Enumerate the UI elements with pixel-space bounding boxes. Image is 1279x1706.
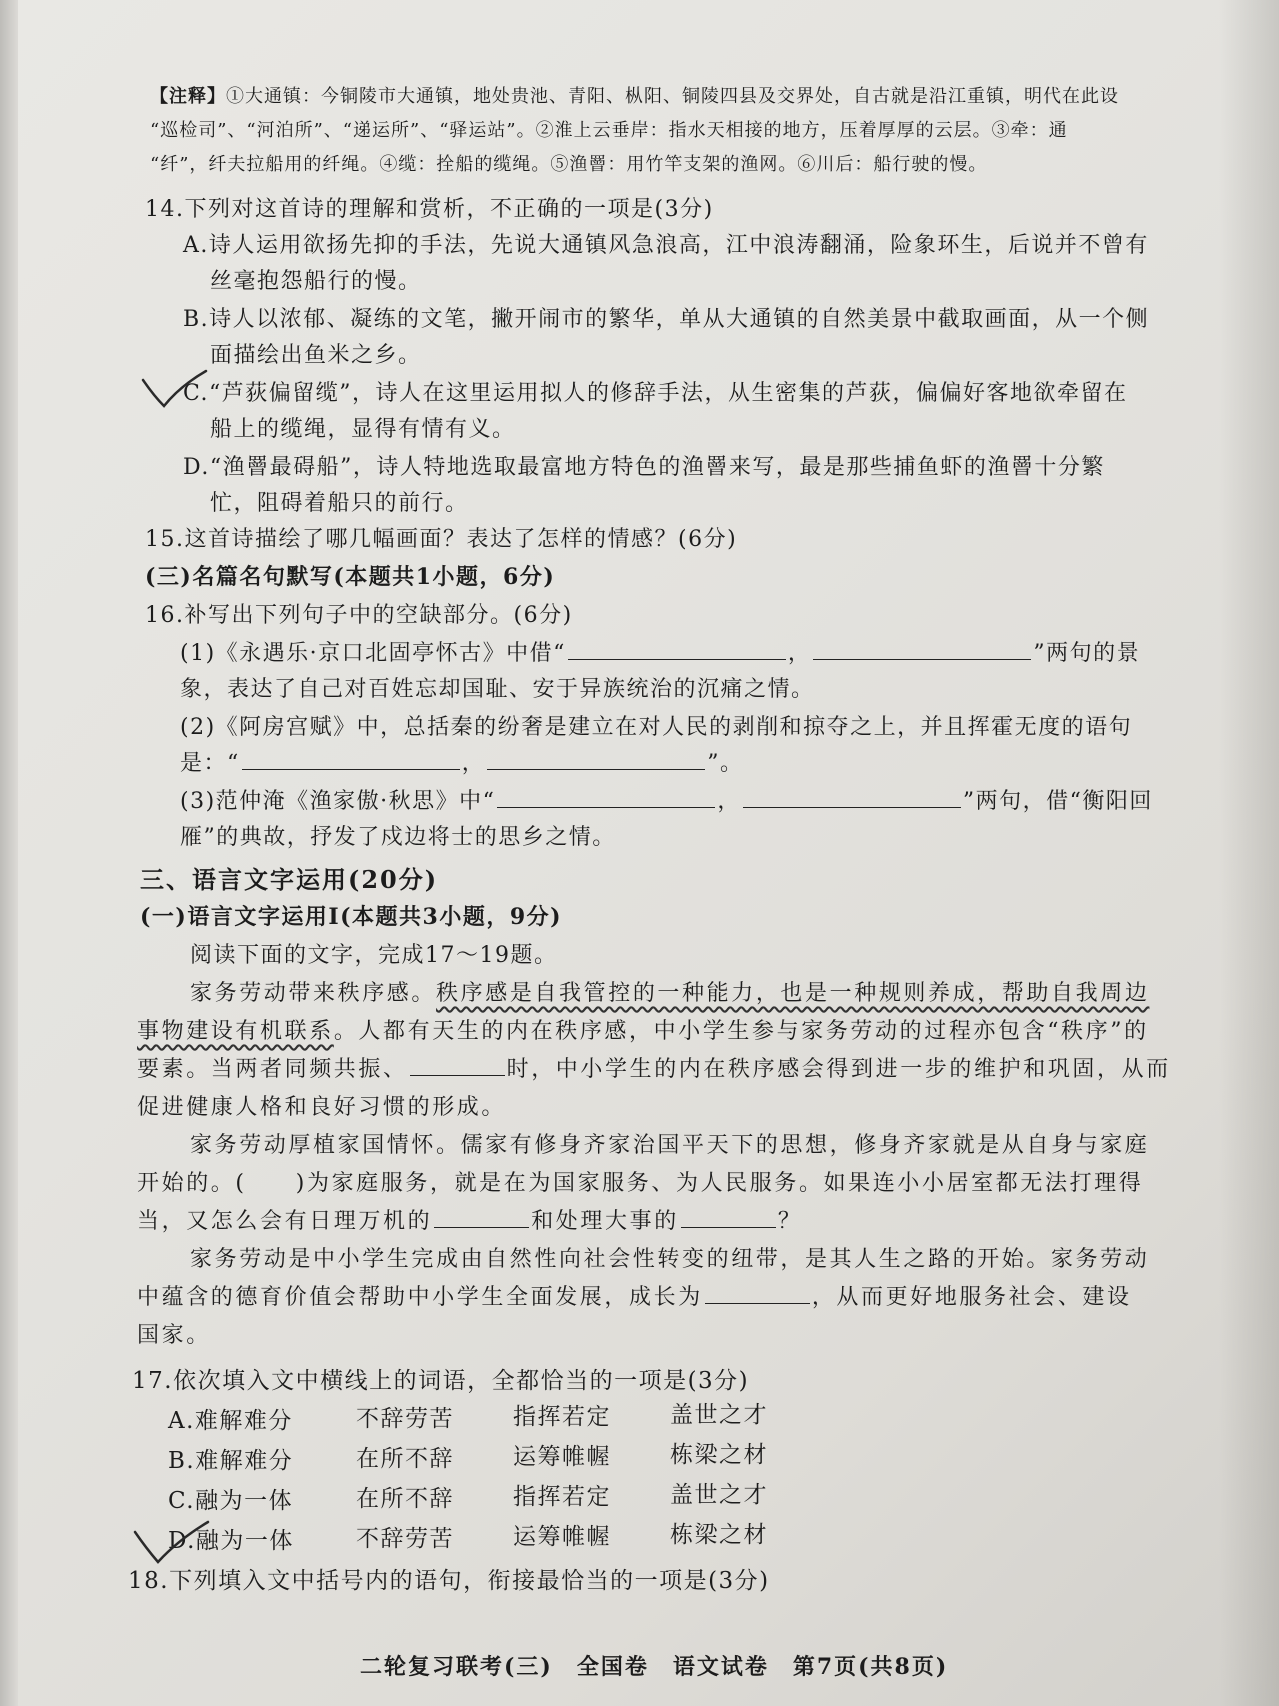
q17-option-d-col4: 栋梁之材 [670, 1522, 768, 1548]
q17-option-a-col4: 盖世之才 [670, 1402, 768, 1428]
answer-blank[interactable] [568, 637, 786, 660]
answer-blank[interactable] [497, 785, 715, 808]
q14-option-b-line2: 面描绘出鱼米之乡。 [210, 343, 422, 368]
q16-item-2-cont: 是：“ ， ”。 [180, 746, 744, 777]
note-label: 【注释】 [150, 86, 226, 107]
q17-option-c-col1: C.融为一体 [168, 1488, 294, 1514]
q17-option-b-col2: 在所不辞 [356, 1446, 454, 1472]
q17-option-c-col4: 盖世之才 [670, 1482, 768, 1508]
passage-p2-line2: 开始的。( )为家庭服务，就是在为国家服务、为人民服务。如果连小小居室都无法打理得 [137, 1171, 1144, 1196]
q17-option-b-col1: B.难解难分 [168, 1448, 294, 1474]
passage-p3-line3: 国家。 [137, 1323, 211, 1348]
q14-option-b-line1: B.诗人以浓郁、凝练的文笔，撇开闹市的繁华，单从大通镇的自然美景中截取画面，从一个侧 [183, 307, 1150, 332]
q17-option-d-col1: D.融为一体 [168, 1528, 294, 1554]
answer-blank[interactable] [410, 1053, 505, 1076]
answer-blank[interactable] [487, 747, 705, 770]
q16-item-2: (2)《阿房宫赋》中，总括秦的纷奢是建立在对人民的剥削和掠夺之上，并且挥霍无度的语句 [180, 715, 1133, 740]
q17-option-b-col3: 运筹帷幄 [513, 1444, 611, 1470]
q16-item-3: (3)范仲淹《渔家傲·秋思》中“ ， ”两句，借“衡阳回 [180, 784, 1153, 815]
q17-option-d-col3: 运筹帷幄 [513, 1524, 611, 1550]
q17-option-a-col2: 不辞劳苦 [356, 1406, 454, 1432]
q17-option-c-col3: 指挥若定 [513, 1484, 611, 1510]
note-line-3: “纤”，纤夫拉船用的纤绳。④缆：拴船的缆绳。⑤渔罾：用竹竿支架的渔网。⑥川后：船行驶的慢。 [150, 154, 988, 175]
q17-option-a-col3: 指挥若定 [513, 1404, 611, 1430]
q14-option-c-line1: C.“芦荻偏留缆”，诗人在这里运用拟人的修辞手法，从生密集的芦荻，偏偏好客地欲牵留在 [183, 381, 1128, 406]
q14-stem: 14.下列对这首诗的理解和赏析，不正确的一项是(3分) [145, 197, 714, 222]
q14-option-d-line1: D.“渔罾最碍船”，诗人特地选取最富地方特色的渔罾来写，最是那些捕鱼虾的渔罾十分繁 [183, 455, 1105, 480]
q16-item-1: (1)《永遇乐·京口北固亭怀古》中借“ ， ”两句的景 [180, 636, 1140, 667]
check-mark-q17 [132, 1518, 212, 1568]
wavy-underlined-text: 事物建设有机联系 [137, 1019, 334, 1044]
note-line-2: “巡检司”、“河泊所”、“递运所”、“驿运站”。②淮上云垂岸：指水天相接的地方，压着厚厚的云层。③牵：通 [150, 120, 1068, 141]
answer-blank[interactable] [681, 1205, 776, 1228]
passage-p1-line1: 家务劳动带来秩序感。秩序感是自我管控的一种能力，也是一种规则养成，帮助自我周边 [190, 981, 1150, 1006]
sub-section-1-title: (一)语言文字运用Ⅰ(本题共3小题，9分) [140, 904, 563, 930]
q17-option-c-col2: 在所不辞 [356, 1486, 454, 1512]
answer-blank[interactable] [434, 1205, 529, 1228]
q14-option-d-line2: 忙，阻碍着船只的前行。 [210, 491, 469, 516]
part-3-title: 三、语言文字运用(20分) [140, 865, 439, 894]
reading-instruction: 阅读下面的文字，完成17～19题。 [190, 943, 558, 968]
answer-blank[interactable] [242, 747, 460, 770]
q15-stem: 15.这首诗描绘了哪几幅画面？表达了怎样的情感？(6分) [145, 527, 738, 552]
q17-option-a-col1: A.难解难分 [168, 1408, 293, 1434]
q16-item-1-cont: 象，表达了自己对百姓忘却国耻、安于异族统治的沉痛之情。 [180, 677, 815, 702]
answer-blank[interactable] [705, 1281, 810, 1304]
q18-stem: 18.下列填入文中括号内的语句，衔接最恰当的一项是(3分) [128, 1568, 770, 1594]
passage-p1-line2: 事物建设有机联系。人都有天生的内在秩序感，中小学生参与家务劳动的过程亦包含“秩序”的 [137, 1019, 1149, 1044]
q16-stem: 16.补写出下列句子中的空缺部分。(6分) [145, 603, 573, 628]
answer-blank[interactable] [743, 785, 961, 808]
q14-option-a-line2: 丝毫抱怨船行的慢。 [210, 269, 422, 294]
passage-p3-line2: 中蕴含的德育价值会帮助中小学生全面发展，成长为 ，从而更好地服务社会、建设 [137, 1280, 1132, 1311]
passage-p2-line3: 当，又怎么会有日理万机的 和处理大事的 ？ [137, 1204, 802, 1235]
answer-blank[interactable] [813, 637, 1031, 660]
section-3-title: (三)名篇名句默写(本题共1小题，6分) [145, 564, 556, 590]
q17-option-d-col2: 不辞劳苦 [356, 1526, 454, 1552]
passage-p3-line1: 家务劳动是中小学生完成由自然性向社会性转变的纽带，是其人生之路的开始。家务劳动 [190, 1247, 1150, 1272]
q17-stem: 17.依次填入文中横线上的词语，全都恰当的一项是(3分) [132, 1368, 750, 1394]
passage-p1-line3: 要素。当两者同频共振、 时，中小学生的内在秩序感会得到进一步的维护和巩固，从而 [137, 1052, 1171, 1083]
passage-p1-line4: 促进健康人格和良好习惯的形成。 [137, 1095, 507, 1120]
q14-option-a-line1: A.诗人运用欲扬先抑的手法，先说大通镇风急浪高，江中浪涛翻涌，险象环生，后说并不曾有 [183, 233, 1149, 258]
wavy-underlined-text: 秩序感是自我管控的一种能力，也是一种规则养成，帮助自我周边 [436, 981, 1150, 1006]
q17-option-b-col4: 栋梁之材 [670, 1442, 768, 1468]
q16-item-3-cont: 雁”的典故，抒发了戍边将士的思乡之情。 [180, 825, 616, 850]
passage-p2-line1: 家务劳动厚植家国情怀。儒家有修身齐家治国平天下的思想，修身齐家就是从自身与家庭 [190, 1133, 1150, 1158]
page-footer: 二轮复习联考(三) 全国卷 语文试卷 第7页(共8页) [360, 1654, 949, 1680]
note-line-1: 【注释】①大通镇：今铜陵市大通镇，地处贵池、青阳、枞阳、铜陵四县及交界处，自古就是沿江重镇，明代在此设 [150, 86, 1119, 107]
q14-option-c-line2: 船上的缆绳，显得有情有义。 [210, 417, 516, 442]
check-mark-q14 [140, 368, 210, 413]
